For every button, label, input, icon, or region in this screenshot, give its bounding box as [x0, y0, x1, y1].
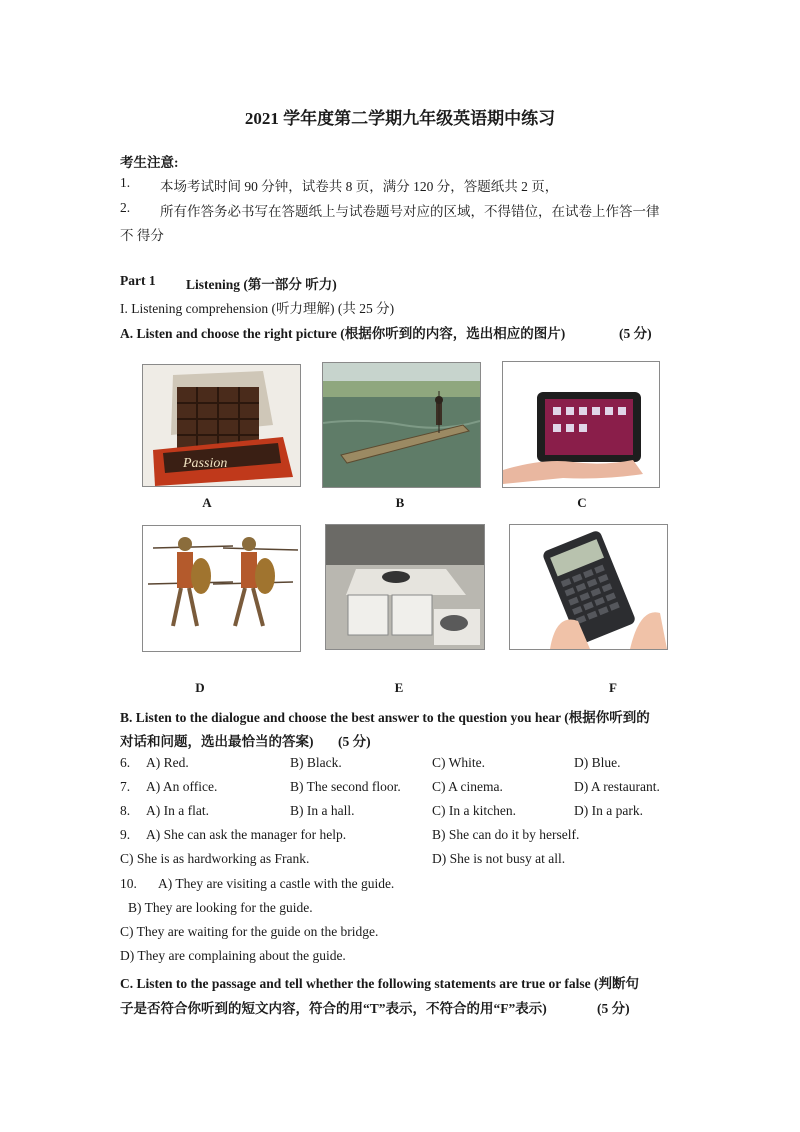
question-9-option-d: D) She is not busy at all.	[432, 851, 566, 866]
calculator-image	[509, 524, 668, 650]
section-c-instruction-line-1: C. Listen to the passage and tell whether the following statements are true or false (判断句	[120, 976, 639, 991]
picture-label-f: F	[609, 680, 617, 695]
question-6-option-c: C) White.	[432, 755, 485, 770]
question-10-number: 10.	[120, 876, 137, 891]
question-9-number: 9.	[120, 827, 131, 842]
question-8-option-c: C) In a kitchen.	[432, 803, 516, 818]
question-10-option-c: C) They are waiting for the guide on the bridge.	[120, 924, 379, 939]
notice-item-2-continued: 不 得分	[120, 228, 164, 243]
section-c-score: (5 分)	[597, 1001, 630, 1016]
svg-text:Passion: Passion	[183, 456, 228, 471]
part1-title: Listening (第一部分 听力)	[186, 277, 337, 292]
picture-label-b: B	[395, 495, 405, 510]
section-c-instruction-line-2: 子是否符合你听到的短文内容，符合的用“T”表示，不符合的用“F”表示)	[120, 1001, 547, 1016]
question-9-option-a: A) She can ask the manager for help.	[146, 827, 347, 842]
question-6-option-d: D) Blue.	[574, 755, 621, 770]
question-9-option-c: C) She is as hardworking as Frank.	[120, 851, 310, 866]
question-10-option-d: D) They are complaining about the guide.	[120, 948, 346, 963]
picture-label-d: D	[195, 680, 205, 695]
question-7-option-b: B) The second floor.	[290, 779, 401, 794]
picture-label-e: E	[394, 680, 404, 695]
question-8-option-a: A) In a flat.	[146, 803, 209, 818]
question-10-option-b: B) They are looking for the guide.	[128, 900, 313, 915]
warriors-image	[142, 525, 301, 652]
question-7-number: 7.	[120, 779, 131, 794]
question-6-option-b: B) Black.	[290, 755, 342, 770]
notice-heading: 考生注意:	[120, 155, 179, 170]
section-a-score: (5 分)	[619, 326, 652, 341]
section-b-score: (5 分)	[338, 734, 371, 749]
question-7-option-c: C) A cinema.	[432, 779, 503, 794]
bamboo-raft-image	[322, 362, 481, 488]
notice-item-1: 本场考试时间 90 分钟，试卷共 8 页，满分 120 分，答题纸共 2 页，	[160, 179, 559, 194]
picture-label-c: C	[577, 495, 587, 510]
tablet-image	[502, 361, 660, 488]
picture-label-a: A	[202, 495, 212, 510]
question-9-option-b: B) She can do it by herself.	[432, 827, 580, 842]
question-7-option-a: A) An office.	[146, 779, 218, 794]
notice-item-2-number: 2.	[120, 200, 131, 215]
section-a-instruction: A. Listen and choose the right picture (根据你听到的内容，选出相应的图片)	[120, 326, 566, 341]
notice-item-2: 所有作答务必书写在答题纸上与试卷题号对应的区域，不得错位，在试卷上作答一律	[160, 204, 660, 219]
section-b-instruction-line-1: B. Listen to the dialogue and choose the best answer to the question you hear (根据你听到的	[120, 710, 650, 725]
question-7-option-d: D) A restaurant.	[574, 779, 660, 794]
question-8-option-d: D) In a park.	[574, 803, 643, 818]
page-title: 2021 学年度第二学期九年级英语期中练习	[244, 109, 556, 128]
section-1-heading: I. Listening comprehension (听力理解) (共 25 分)	[120, 301, 395, 316]
section-b-instruction-line-2: 对话和问题，选出最恰当的答案)	[120, 734, 314, 749]
chocolate-bar-image	[142, 364, 301, 487]
question-6-option-a: A) Red.	[146, 755, 189, 770]
question-8-number: 8.	[120, 803, 131, 818]
kitchen-image	[325, 524, 485, 650]
part1-label: Part 1	[120, 273, 156, 288]
question-6-number: 6.	[120, 755, 131, 770]
question-10-option-a: A) They are visiting a castle with the guide.	[158, 876, 395, 891]
notice-item-1-number: 1.	[120, 175, 131, 190]
question-8-option-b: B) In a hall.	[290, 803, 355, 818]
